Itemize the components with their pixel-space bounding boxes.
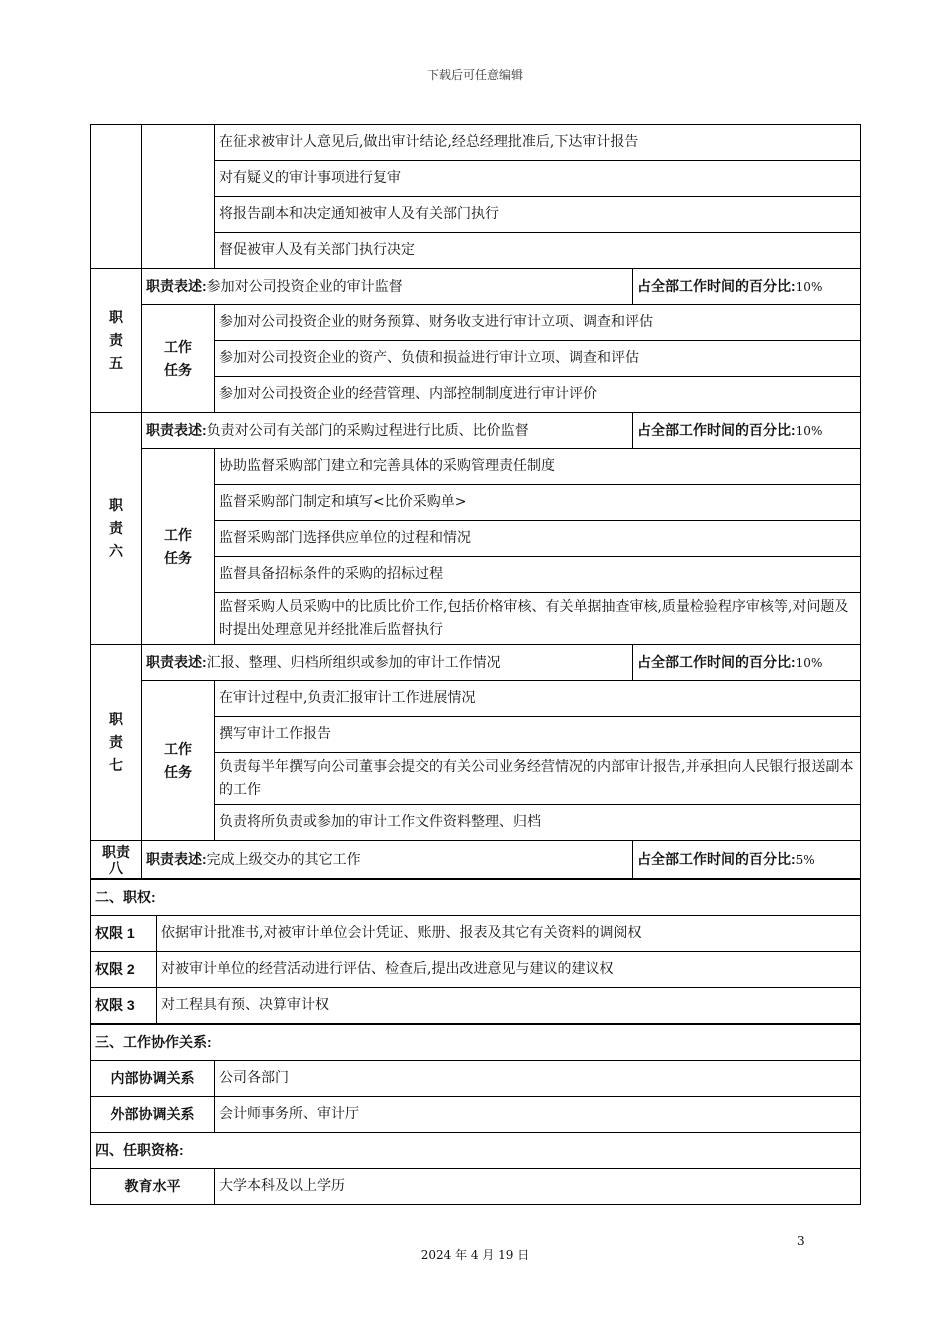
right-text: 对被审计单位的经营活动进行评估、检查后,提出改进意见与建议的建议权 xyxy=(157,952,861,988)
pct-label: 占全部工作时间的百分比: xyxy=(637,421,796,438)
duty7-label-text: 职 责 七 xyxy=(109,711,123,773)
task-item: 督促被审人及有关部门执行决定 xyxy=(215,233,861,269)
task-item: 在审计过程中,负责汇报审计工作进展情况 xyxy=(215,681,861,717)
task-label: 工作 任务 xyxy=(164,740,192,780)
duty4-label-cell xyxy=(91,125,142,269)
duty6-pct-cell xyxy=(633,413,861,449)
internal-relation-value: 公司各部门 xyxy=(215,1061,861,1097)
education-value: 大学本科及以上学历 xyxy=(215,1169,861,1205)
task-item: 在征求被审计人意见后,做出审计结论,经总经理批准后,下达审计报告 xyxy=(215,125,861,161)
duty5-pct-cell xyxy=(633,269,861,305)
relations-table xyxy=(90,1024,861,1205)
task-item: 撰写审计工作报告 xyxy=(215,717,861,753)
right-text: 对工程具有预、决算审计权 xyxy=(157,988,861,1024)
duty5-task-label xyxy=(142,305,215,413)
section-3-title: 三、工作协作关系: xyxy=(91,1025,861,1061)
task-item: 负责将所负责或参加的审计工作文件资料整理、归档 xyxy=(215,805,861,841)
desc-label: 职责表述: xyxy=(146,277,207,294)
task-item: 参加对公司投资企业的经营管理、内部控制制度进行审计评价 xyxy=(215,377,861,413)
duty5-pct: 10% xyxy=(795,279,823,294)
task-item: 将报告副本和决定通知被审人及有关部门执行 xyxy=(215,197,861,233)
duty6-task-label xyxy=(142,449,215,645)
duty6-pct: 10% xyxy=(795,423,823,438)
task-item: 参加对公司投资企业的财务预算、财务收支进行审计立项、调查和评估 xyxy=(215,305,861,341)
duty7-desc-cell xyxy=(142,645,633,681)
duty7-label xyxy=(91,645,142,841)
duty8-desc: 完成上级交办的其它工作 xyxy=(206,851,361,868)
right-label: 权限 1 xyxy=(91,916,157,952)
duty6-label xyxy=(91,413,142,645)
duty8-label xyxy=(91,841,142,879)
duty8-pct-cell xyxy=(633,841,861,879)
task-item: 监督采购部门选择供应单位的过程和情况 xyxy=(215,521,861,557)
task-item: 负责每半年撰写向公司董事会提交的有关公司业务经营情况的内部审计报告,并承担向人民银行报送副本的工作 xyxy=(215,753,861,805)
task-item: 监督采购部门制定和填写<比价采购单> xyxy=(215,485,861,521)
pct-label: 占全部工作时间的百分比: xyxy=(637,850,796,867)
duty6-label-text: 职 责 六 xyxy=(109,497,123,559)
duty7-task-label xyxy=(142,681,215,841)
external-relation-value: 会计师事务所、审计厅 xyxy=(215,1097,861,1133)
task-item: 监督采购人员采购中的比质比价工作,包括价格审核、有关单据抽查审核,质量检验程序审核等,对问题及时提出处理意见并经批准后监督执行 xyxy=(215,593,861,645)
duty8-pct: 5% xyxy=(795,852,815,867)
right-text: 依据审计批准书,对被审计单位会计凭证、账册、报表及其它有关资料的调阅权 xyxy=(157,916,861,952)
footer-date: 2024 年 4 月 19 日 xyxy=(420,1248,530,1262)
section-2-title: 二、职权: xyxy=(91,880,861,916)
internal-relation-label: 内部协调关系 xyxy=(91,1061,215,1097)
duty7-desc: 汇报、整理、归档所组织或参加的审计工作情况 xyxy=(206,654,501,671)
pct-label: 占全部工作时间的百分比: xyxy=(637,653,796,670)
duty6-desc: 负责对公司有关部门的采购过程进行比质、比价监督 xyxy=(206,422,529,439)
external-relation-label: 外部协调关系 xyxy=(91,1097,215,1133)
job-description-table-wrapper xyxy=(90,124,860,1205)
duty8-desc-cell xyxy=(142,841,633,879)
education-label: 教育水平 xyxy=(91,1169,215,1205)
right-label: 权限 3 xyxy=(91,988,157,1024)
right-label: 权限 2 xyxy=(91,952,157,988)
duty5-desc: 参加对公司投资企业的审计监督 xyxy=(206,278,403,295)
duty7-pct: 10% xyxy=(795,655,823,670)
duties-table xyxy=(90,124,861,879)
desc-label: 职责表述: xyxy=(146,850,207,867)
duty5-desc-cell xyxy=(142,269,633,305)
duty5-label-text: 职 责 五 xyxy=(109,309,123,371)
rights-table xyxy=(90,879,861,1024)
task-item: 参加对公司投资企业的资产、负债和损益进行审计立项、调查和评估 xyxy=(215,341,861,377)
header-note: 下载后可任意编辑 xyxy=(426,68,523,82)
desc-label: 职责表述: xyxy=(146,653,207,670)
task-item: 对有疑义的审计事项进行复审 xyxy=(215,161,861,197)
duty6-desc-cell xyxy=(142,413,633,449)
desc-label: 职责表述: xyxy=(146,421,207,438)
pct-label: 占全部工作时间的百分比: xyxy=(637,277,796,294)
task-label: 工作 任务 xyxy=(164,526,192,566)
duty8-label-text: 职责 八 xyxy=(102,843,130,876)
task-item: 协助监督采购部门建立和完善具体的采购管理责任制度 xyxy=(215,449,861,485)
duty4-task-label-cell xyxy=(142,125,215,269)
duty5-label xyxy=(91,269,142,413)
task-item: 监督具备招标条件的采购的招标过程 xyxy=(215,557,861,593)
page-number: 3 xyxy=(797,1234,805,1248)
section-4-title: 四、任职资格: xyxy=(91,1133,861,1169)
task-label: 工作 任务 xyxy=(164,338,192,378)
duty7-pct-cell xyxy=(633,645,861,681)
